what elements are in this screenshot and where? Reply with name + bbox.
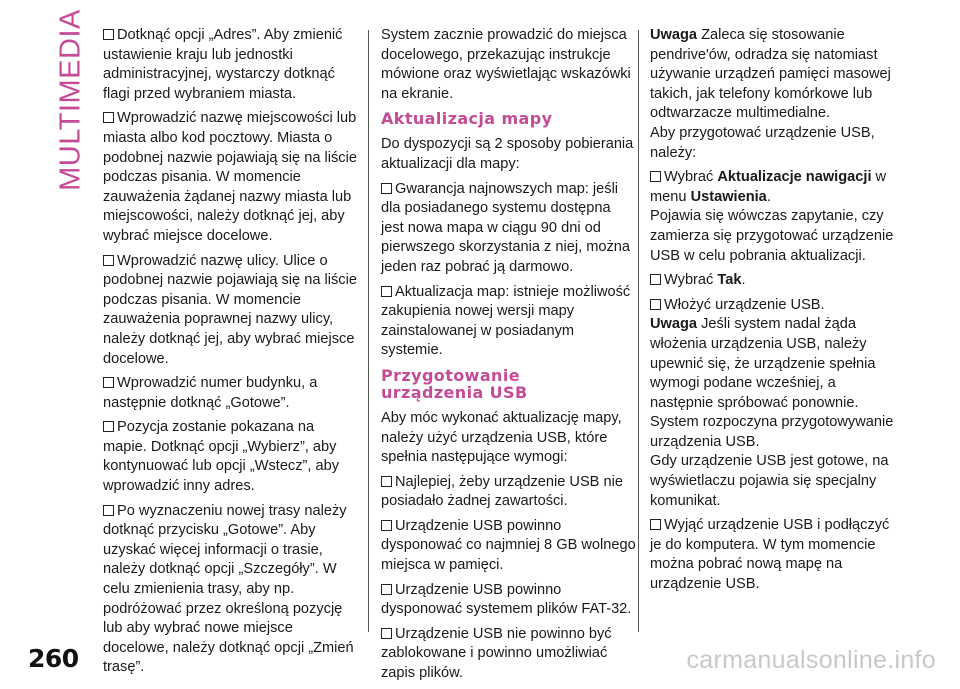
- checkbox-bullet-icon: [103, 29, 114, 40]
- checkbox-bullet-icon: [381, 520, 392, 531]
- note-paragraph: Uwaga Jeśli system nadal żąda włożenia urządzenia USB, należy upewnić się, że urządzenie spełnia wymogi podane wcześniej, a następnie spróbować ponownie.: [650, 316, 876, 411]
- checkbox-bullet-icon: [381, 584, 392, 595]
- bullet-paragraph: Aktualizacja map: istnieje możliwość zakupienia nowej wersji mapy zainstalowanej w posiadanym systemie.: [381, 283, 631, 359]
- section-heading-map-update: Aktualizacja mapy: [381, 109, 553, 129]
- paragraph: Do dyspozycji są 2 sposoby pobierania aktualizacji dla mapy:: [381, 136, 634, 172]
- paragraph: System zacznie prowadzić do miejsca docelowego, przekazując instrukcje mówione oraz wyświetlając wskazówki na ekranie.: [381, 27, 631, 102]
- bullet-paragraph: Gwarancja najnowszych map: jeśli dla posiadanego systemu dostępna jest nowa mapa w ciągu 90 dni od pierwszego skorzystania z niej, można jeden raz pobrać ją darmowo.: [381, 180, 631, 275]
- text-column-1: [103, 26, 361, 683]
- bullet-paragraph: Dotknąć opcji „Adres”. Aby zmienić ustawienie kraju lub jednostki administracyjnej, wystarczy dotknąć flagi przed wybraniem miasta.: [103, 27, 343, 102]
- paragraph: System rozpoczyna przygotowywanie urządzenia USB.: [650, 414, 894, 450]
- paragraph: Aby przygotować urządzenie USB, należy:: [650, 124, 875, 161]
- checkbox-bullet-icon: [650, 171, 661, 182]
- page-number: 260: [28, 644, 79, 673]
- paragraph: Aby móc wykonać aktualizację mapy, należy użyć urządzenia USB, które spełnia następujące wymogi:: [381, 409, 622, 466]
- bullet-paragraph: Po wyznaczeniu nowej trasy należy dotknąć przycisku „Gotowe”. Aby uzyskać więcej informacji o trasie, należy dotknąć opcji „Szczegóły”. W celu zmienienia trasy, aby np. podróżować przez określoną pozycję lub aby wybrać nowe miejsce docelowe, należy dotknąć opcji „Zmień trasę”.: [103, 502, 354, 676]
- section-side-label-text: MULTIMEDIA: [54, 9, 87, 191]
- bullet-paragraph: Wprowadzić numer budynku, a następnie dotknąć „Gotowe”.: [103, 375, 318, 411]
- note-paragraph: Uwaga Zaleca się stosowanie pendrive'ów, odradza się natomiast używanie urządzeń pamięci masowej takich, jak telefony komórkowe lub odtwarzacze multimedialne.: [650, 27, 891, 122]
- column-divider: [368, 30, 369, 632]
- checkbox-bullet-icon: [650, 274, 661, 285]
- checkbox-bullet-icon: [381, 183, 392, 194]
- watermark: carmanualsonline.info: [686, 646, 936, 674]
- section-side-label: [54, 9, 87, 191]
- checkbox-bullet-icon: [381, 628, 392, 639]
- checkbox-bullet-icon: [103, 112, 114, 123]
- note-label: Uwaga: [650, 316, 698, 333]
- bullet-paragraph: Wybrać Tak.: [650, 271, 902, 291]
- checkbox-bullet-icon: [650, 299, 661, 310]
- bullet-paragraph: Najlepiej, żeby urządzenie USB nie posiadało żadnej zawartości.: [381, 473, 623, 510]
- bullet-paragraph: Urządzenie USB powinno dysponować systemem plików FAT-32.: [381, 581, 632, 618]
- section-heading-usb-prep: Przygotowanie urządzenia USB: [381, 365, 528, 402]
- paragraph: Gdy urządzenie USB jest gotowe, na wyświetlaczu pojawia się specjalny komunikat.: [650, 453, 889, 509]
- bullet-paragraph: Wyjąć urządzenie USB i podłączyć je do komputera. W tym momencie można pobrać nową mapę na urządzenie USB.: [650, 517, 890, 593]
- checkbox-bullet-icon: [381, 286, 392, 297]
- checkbox-bullet-icon: [650, 519, 661, 530]
- text-column-2: [381, 26, 636, 689]
- paragraph: Pojawia się wówczas zapytanie, czy zamierza się przygotować urządzenie USB w celu pobrania aktualizacji.: [650, 208, 894, 264]
- checkbox-bullet-icon: [103, 377, 114, 388]
- bullet-paragraph: Urządzenie USB powinno dysponować co najmniej 8 GB wolnego miejsca w pamięci.: [381, 517, 636, 574]
- bullet-paragraph: Pozycja zostanie pokazana na mapie. Dotknąć opcji „Wybierz”, aby kontynuować lub opcji „Wstecz”, aby wprowadzić inny adres.: [103, 419, 340, 495]
- bullet-paragraph: Wybrać Aktualizacje nawigacji w menu Ustawienia.: [650, 169, 887, 205]
- checkbox-bullet-icon: [103, 505, 114, 516]
- bullet-paragraph: Urządzenie USB nie powinno być zablokowane i powinno umożliwiać zapis plików.: [381, 625, 612, 682]
- bullet-paragraph: Włożyć urządzenie USB.: [650, 296, 902, 316]
- column-divider: [638, 30, 639, 632]
- bullet-paragraph: Wprowadzić nazwę miejscowości lub miasta albo kod pocztowy. Miasta o podobnej nazwie pojawiają się na liście podczas pisania. W momencie zauważenia żądanej nazwy miasta lub miejscowości, należy dotknąć jej, aby wybrać miejsce docelowe.: [103, 110, 357, 244]
- note-label: Uwaga: [650, 27, 698, 43]
- checkbox-bullet-icon: [381, 476, 392, 487]
- checkbox-bullet-icon: [103, 421, 114, 432]
- checkbox-bullet-icon: [103, 255, 114, 266]
- bullet-paragraph: Wprowadzić nazwę ulicy. Ulice o podobnej nazwie pojawiają się na liście podczas pisania. W momencie zauważenia poprawnej nazwy ulicy, należy dotknąć jej, aby wybrać miejsce docelowe.: [103, 252, 357, 367]
- text-column-3: [650, 26, 902, 600]
